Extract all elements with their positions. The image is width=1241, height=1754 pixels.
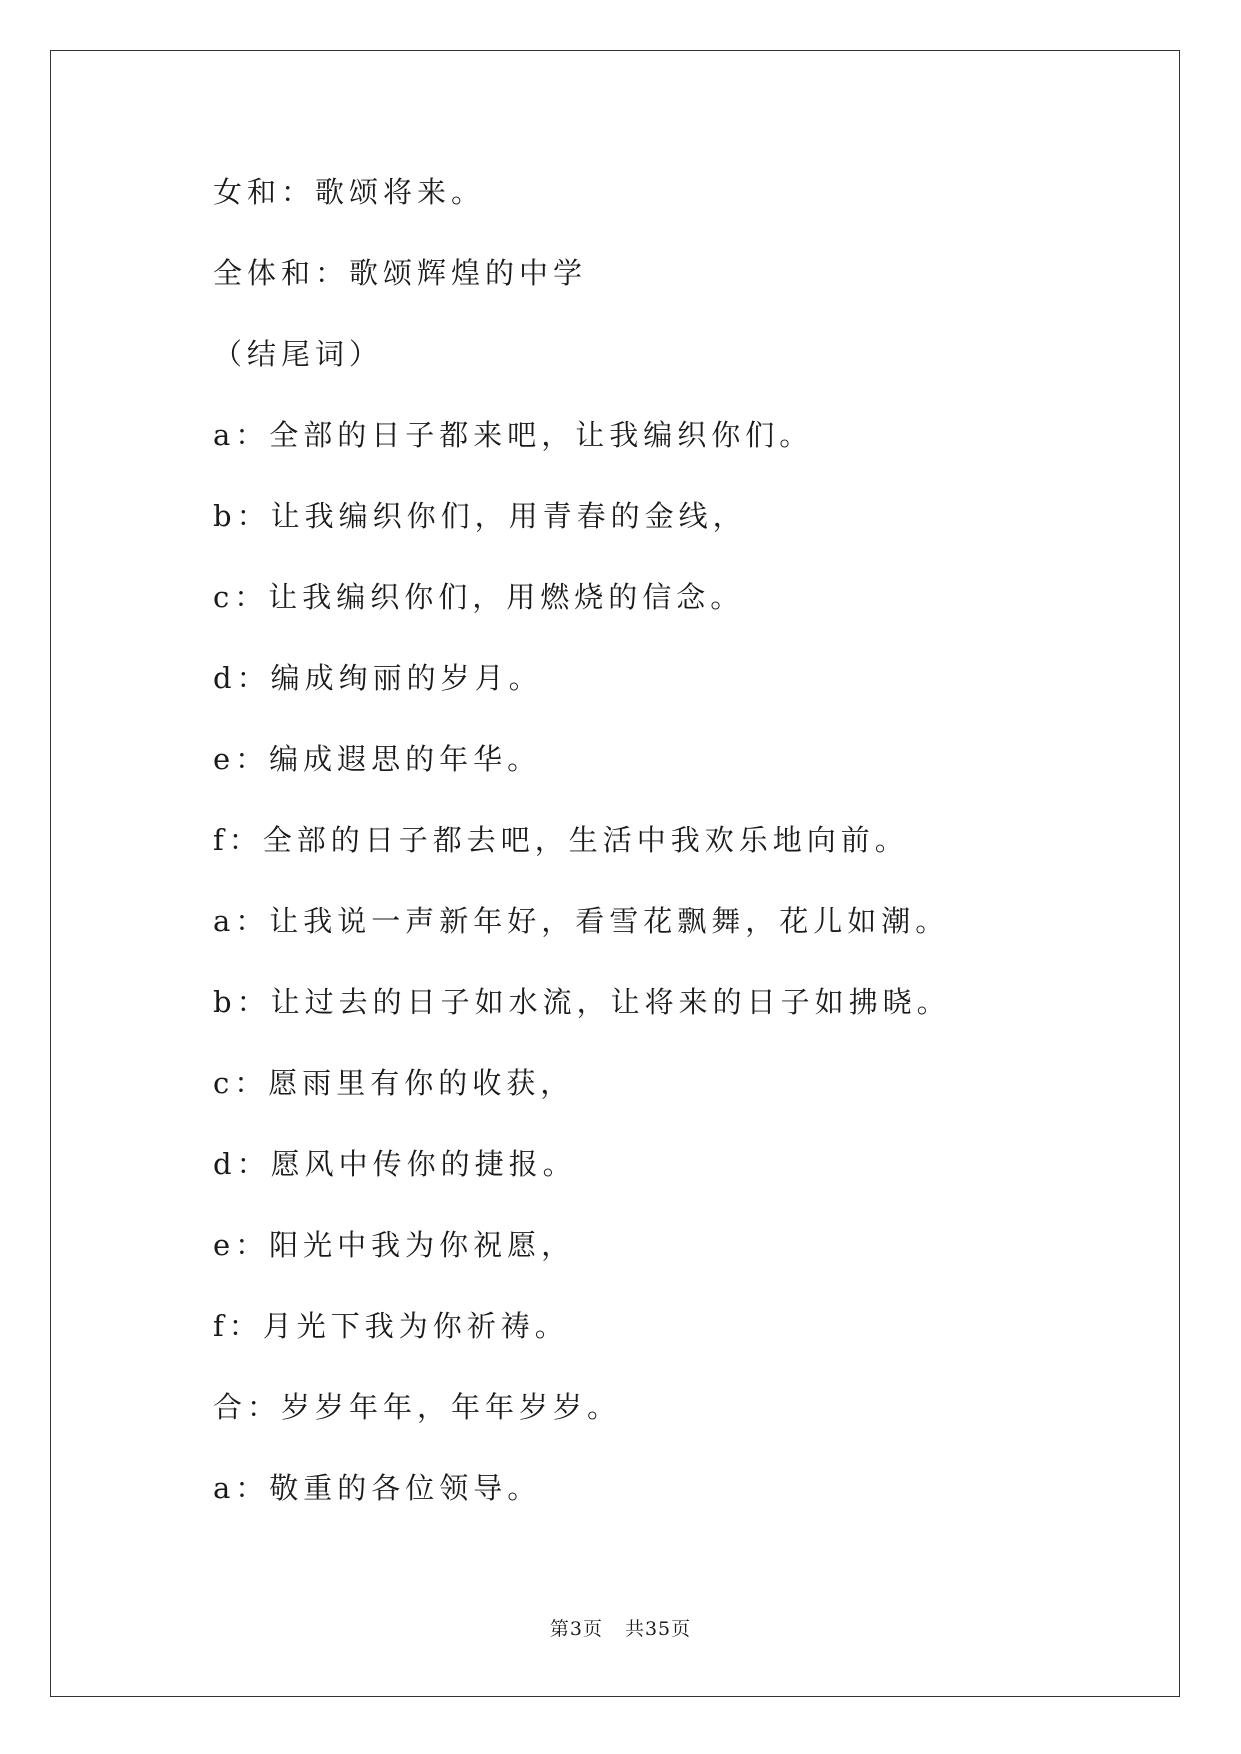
text-line: e：阳光中我为你祝愿， [213, 1228, 576, 1262]
text-line: b：让我编织你们，用青春的金线， [213, 499, 747, 533]
text-line: （结尾词） [213, 337, 384, 371]
text-line: a：敬重的各位领导。 [213, 1471, 542, 1505]
text-line: d：编成绚丽的岁月。 [213, 661, 543, 695]
text-line: c：让我编织你们，用燃烧的信念。 [213, 580, 745, 614]
text-line: f：月光下我为你祈祷。 [213, 1309, 569, 1343]
text-line: c：愿雨里有你的收获， [213, 1066, 575, 1100]
text-line: b：让过去的日子如水流，让将来的日子如拂晓。 [213, 985, 951, 1019]
text-line: d：愿风中传你的捷报。 [213, 1147, 577, 1181]
text-line: 合：岁岁年年，年年岁岁。 [213, 1390, 622, 1424]
text-line: e：编成遐思的年华。 [213, 742, 542, 776]
text-line: f：全部的日子都去吧，生活中我欢乐地向前。 [213, 823, 909, 857]
page-footer [0, 1614, 1241, 1641]
text-line: a：让我说一声新年好，看雪花飘舞，花儿如潮。 [213, 904, 950, 938]
page-total: 共35页 [624, 1618, 692, 1640]
page-number: 第3页 [549, 1618, 603, 1640]
text-line: 女和：歌颂将来。 [213, 175, 486, 209]
document-body [213, 168, 1113, 1545]
text-line: 全体和：歌颂辉煌的中学 [213, 256, 588, 290]
text-line: a：全部的日子都来吧，让我编织你们。 [213, 418, 814, 452]
